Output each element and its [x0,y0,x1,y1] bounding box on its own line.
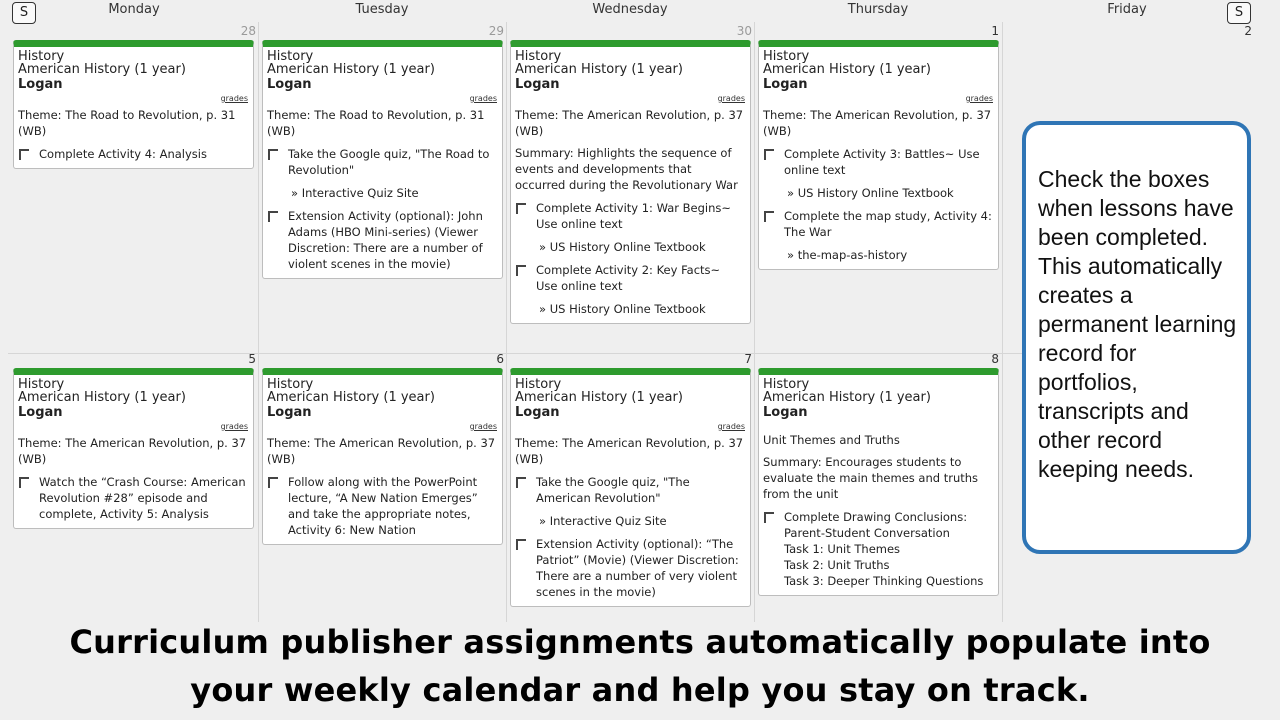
task-checkbox[interactable] [268,149,278,160]
card-subject: History [267,377,314,392]
task-checkbox[interactable] [516,203,526,214]
info-callout: Check the boxes when lessons have been completed. This automatically creates a permanent learning record for portfolios, transcripts and other record keeping needs. [1022,121,1251,554]
prev-week-button[interactable]: S [12,2,36,24]
card-student: Logan [18,405,63,420]
grid-divider [1002,22,1003,622]
task-checkbox[interactable] [516,539,526,550]
resource-link[interactable]: » Interactive Quiz Site [539,514,667,528]
card-theme: Theme: The American Revolution, p. 37 (WB) [18,436,247,466]
task-label: Complete the map study, Activity 4: The War [784,209,992,239]
grades-link[interactable]: grades [965,94,993,103]
task-item [18,146,248,162]
resource-link[interactable]: » US History Online Textbook [787,186,954,200]
task-item [763,208,993,240]
card-course: American History (1 year) [515,62,683,77]
task-item [515,262,745,294]
card-student: Logan [763,77,808,92]
task-checkbox[interactable] [764,149,774,160]
assignment-card [13,40,254,169]
task-checkbox[interactable] [516,477,526,488]
task-label: Complete Activity 2: Key Facts~ Use online text [536,263,721,293]
card-student: Logan [515,405,560,420]
task-item [515,474,745,506]
week-divider [8,353,1022,354]
card-course: American History (1 year) [515,390,683,405]
task-label: Extension Activity (optional): “The Patriot” (Movie) (Viewer Discretion: There are a number of very violent scenes in the movie) [536,537,739,599]
day-number: 7 [744,352,752,366]
card-student: Logan [267,405,312,420]
task-label: Follow along with the PowerPoint lecture, “A New Nation Emerges” and take the appropriate notes, Activity 6: New Nation [288,475,478,537]
task-checkbox[interactable] [268,211,278,222]
task-item [515,536,745,600]
card-theme: Theme: The American Revolution, p. 37 (WB) [763,108,992,138]
day-number: 2 [1244,24,1252,38]
day-number: 5 [248,352,256,366]
card-subject: History [763,377,810,392]
day-number: 28 [240,24,256,38]
card-theme: Theme: The American Revolution, p. 37 (WB) [267,436,496,466]
card-theme: Theme: The American Revolution, p. 37 (WB) [515,108,744,138]
task-label: Complete Activity 4: Analysis [39,147,207,161]
grades-link[interactable]: grades [717,422,745,431]
assignment-card [262,40,503,279]
resource-link[interactable]: » US History Online Textbook [539,240,706,254]
task-label: Watch the “Crash Course: American Revolution #28” episode and complete, Activity 5: Analysis [39,475,246,521]
day-number: 1 [991,24,999,38]
assignment-card [510,368,751,607]
card-course: American History (1 year) [267,390,435,405]
caption-line: your weekly calendar and help you stay on track. [190,671,1090,709]
task-label: Complete Drawing Conclusions: Parent-Student Conversation Task 1: Unit Themes Task 2: Unit Truths Task 3: Deeper Thinking Questions [784,510,984,588]
grades-link[interactable]: grades [220,94,248,103]
card-subject: History [18,49,65,64]
grades-link[interactable]: grades [469,422,497,431]
day-header-tuesday: Tuesday [355,2,409,17]
assignment-card [13,368,254,529]
card-subject: History [515,377,562,392]
task-checkbox[interactable] [516,265,526,276]
card-subject: History [267,49,314,64]
day-header-thursday: Thursday [847,2,909,17]
task-item [18,474,248,522]
next-week-button[interactable]: S [1227,2,1251,24]
task-checkbox[interactable] [764,211,774,222]
card-course: American History (1 year) [18,62,186,77]
task-item [267,208,497,272]
task-label: Extension Activity (optional): John Adams (HBO Mini-series) (Viewer Discretion: There are a number of violent scenes in the movie) [288,209,483,271]
grades-link[interactable]: grades [717,94,745,103]
assignment-card [510,40,751,324]
task-checkbox[interactable] [268,477,278,488]
task-item [515,200,745,232]
day-number: 29 [488,24,504,38]
day-header-wednesday: Wednesday [592,2,668,17]
task-item [267,474,497,538]
caption-line: Curriculum publisher assignments automatically populate into [69,623,1211,661]
card-summary: Summary: Highlights the sequence of events and developments that occurred during the Revolutionary War [515,146,738,192]
card-course: American History (1 year) [267,62,435,77]
card-subject: History [515,49,562,64]
task-label: Complete Activity 3: Battles~ Use online text [784,147,980,177]
day-number: 8 [991,352,999,366]
resource-link[interactable]: » the-map-as-history [787,248,908,262]
resource-link[interactable]: » US History Online Textbook [539,302,706,316]
card-student: Logan [267,77,312,92]
task-item [763,146,993,178]
resource-link[interactable]: » Interactive Quiz Site [291,186,419,200]
assignment-card [758,40,999,270]
assignment-card [262,368,503,545]
grades-link[interactable]: grades [220,422,248,431]
card-theme: Theme: The Road to Revolution, p. 31 (WB) [267,108,485,138]
day-number: 30 [736,24,752,38]
task-label: Take the Google quiz, "The Road to Revolution" [288,147,490,177]
task-checkbox[interactable] [764,512,774,523]
day-header-monday: Monday [108,2,160,17]
grid-divider [754,22,755,622]
assignment-card [758,368,999,596]
promo-caption [0,618,1280,714]
card-theme: Theme: The Road to Revolution, p. 31 (WB) [18,108,236,138]
card-student: Logan [18,77,63,92]
card-subject: History [763,49,810,64]
task-item [763,509,993,589]
card-course: American History (1 year) [763,62,931,77]
grades-link[interactable]: grades [469,94,497,103]
card-subject: History [18,377,65,392]
task-checkbox[interactable] [19,477,29,488]
day-header-friday: Friday [1107,2,1147,17]
card-course: American History (1 year) [763,390,931,405]
grid-divider [506,22,507,622]
task-label: Complete Activity 1: War Begins~ Use online text [536,201,732,231]
card-student: Logan [515,77,560,92]
grid-divider [258,22,259,622]
card-summary: Summary: Encourages students to evaluate the main themes and truths from the unit [763,455,979,501]
day-number: 6 [496,352,504,366]
card-course: American History (1 year) [18,390,186,405]
task-item [267,146,497,178]
card-student: Logan [763,405,808,420]
task-label: Take the Google quiz, "The American Revolution" [536,475,690,505]
card-theme: Unit Themes and Truths [763,433,900,447]
card-theme: Theme: The American Revolution, p. 37 (WB) [515,436,744,466]
task-checkbox[interactable] [19,149,29,160]
